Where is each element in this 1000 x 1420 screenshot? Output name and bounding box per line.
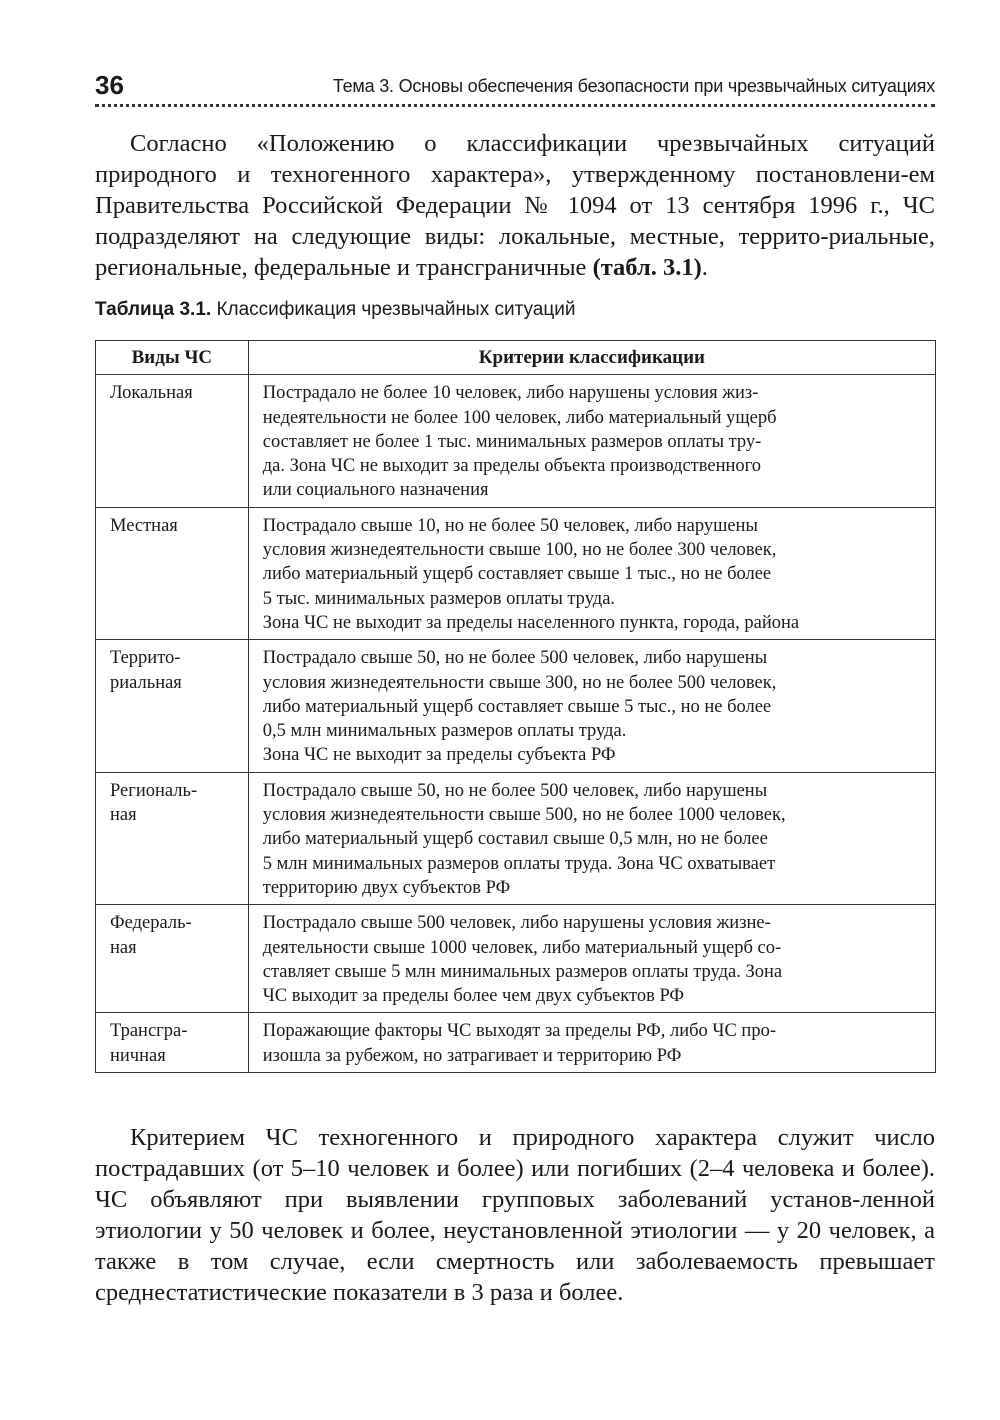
intro-paragraph bbox=[95, 128, 935, 283]
classification-table bbox=[95, 340, 936, 1073]
criteria-line: Пострадало не более 10 человек, либо нарушены условия жиз- bbox=[262, 383, 759, 404]
criteria-paragraph-text: Критерием ЧС техногенного и природного характера служит число пострадавших (от 5–10 человек и более) или погибших (2–4 человека и более). ЧС объявляют при выявлении групповых заболеваний установ-ленной этиологии у 50 человек и более, неустановленной этиологии — у 20 человек, а также в том случае, если смертность или заболеваемость превышает среднестатистические показатели в 3 раза и более. bbox=[95, 1124, 935, 1306]
emergency-type-cell: Местная bbox=[96, 507, 249, 639]
criteria-line: Пострадало свыше 10, но не более 50 человек, либо нарушены bbox=[262, 515, 758, 536]
criteria-line: территорию двух субъектов РФ bbox=[262, 877, 511, 898]
criteria-line: Пострадало свыше 50, но не более 500 человек, либо нарушены bbox=[262, 648, 768, 669]
emergency-type-cell: Трансгра- ничная bbox=[96, 1013, 249, 1073]
table-row bbox=[96, 772, 936, 904]
criteria-line: ставляет свыше 5 млн минимальных размеров оплаты труда. Зона bbox=[262, 961, 783, 982]
criteria-line: Пострадало свыше 500 человек, либо нарушены условия жизне- bbox=[262, 913, 771, 934]
table-row bbox=[96, 640, 936, 772]
criteria-line: 0,5 млн минимальных размеров оплаты труда. bbox=[262, 721, 627, 742]
criteria-line: либо материальный ущерб составляет свыше 5 тыс., но не более bbox=[262, 696, 772, 717]
criteria-line: либо материальный ущерб составил свыше 0,5 млн, но не более bbox=[262, 829, 768, 850]
table-caption-label: Таблица 3.1. bbox=[95, 299, 212, 320]
criteria-line: составляет не более 1 тыс. минимальных размеров оплаты тру- bbox=[262, 431, 762, 452]
criteria-line: да. Зона ЧС не выходит за пределы объекта производственного bbox=[262, 456, 762, 477]
emergency-type-cell: Федераль- ная bbox=[96, 905, 249, 1013]
emergency-type-cell: Террито- риальная bbox=[96, 640, 249, 772]
table-row bbox=[96, 905, 936, 1013]
criteria-line: Пострадало свыше 50, но не более 500 человек, либо нарушены bbox=[262, 780, 768, 801]
table-row bbox=[96, 1013, 936, 1073]
criteria-line: Зона ЧС не выходит за пределы населенного пункта, города, района bbox=[262, 612, 800, 633]
emergency-type-cell: Региональ- ная bbox=[96, 772, 249, 904]
table-caption-title: Классификация чрезвычайных ситуаций bbox=[216, 299, 576, 320]
criteria-paragraph bbox=[95, 1122, 935, 1308]
criteria-line: недеятельности не более 100 человек, либо материальный ущерб bbox=[262, 407, 777, 428]
intro-paragraph-end: . bbox=[701, 254, 708, 281]
criteria-cell bbox=[248, 507, 935, 639]
table-body bbox=[96, 375, 936, 1073]
criteria-line: условия жизнедеятельности свыше 300, но не более 500 человек, bbox=[262, 672, 777, 693]
criteria-cell bbox=[248, 375, 935, 507]
page-number: 36 bbox=[95, 70, 124, 100]
criteria-cell bbox=[248, 772, 935, 904]
criteria-line: или социального назначения bbox=[262, 480, 489, 501]
criteria-cell bbox=[248, 640, 935, 772]
header-divider bbox=[95, 104, 935, 107]
table-header-row bbox=[96, 341, 936, 375]
criteria-cell bbox=[248, 905, 935, 1013]
column-header-type: Виды ЧС bbox=[96, 341, 249, 375]
criteria-line: либо материальный ущерб составляет свыше 1 тыс., но не более bbox=[262, 564, 772, 585]
criteria-cell bbox=[248, 1013, 935, 1073]
intro-paragraph-text: Согласно «Положению о классификации чрезвычайных ситуаций природного и техногенного характера», утвержденному постановлени-ем Правительства Российской Федерации № 1094 от 13 сентября 1996 г., ЧС подразделяют на следующие виды: локальные, местные, террито-риальные, региональные, федеральные и трансграничные bbox=[95, 130, 935, 281]
criteria-line: 5 млн минимальных размеров оплаты труда. Зона ЧС охватывает bbox=[262, 853, 776, 874]
table-row bbox=[96, 507, 936, 639]
criteria-line: Зона ЧС не выходит за пределы субъекта РФ bbox=[262, 745, 616, 766]
criteria-line: деятельности свыше 1000 человек, либо материальный ущерб со- bbox=[262, 937, 782, 958]
criteria-line: Поражающие факторы ЧС выходят за пределы РФ, либо ЧС про- bbox=[262, 1021, 776, 1042]
criteria-line: условия жизнедеятельности свыше 100, но не более 300 человек, bbox=[262, 540, 777, 561]
running-title: Тема 3. Основы обеспечения безопасности при чрезвычайных ситуациях bbox=[332, 76, 935, 96]
table-row bbox=[96, 375, 936, 507]
page-header bbox=[95, 68, 935, 104]
table-caption bbox=[95, 296, 575, 324]
criteria-line: условия жизнедеятельности свыше 500, но не более 1000 человек, bbox=[262, 805, 786, 826]
criteria-line: 5 тыс. минимальных размеров оплаты труда. bbox=[262, 588, 616, 609]
column-header-criteria: Критерии классификации bbox=[248, 341, 935, 375]
criteria-line: изошла за рубежом, но затрагивает и территорию РФ bbox=[262, 1045, 682, 1066]
emergency-type-cell: Локальная bbox=[96, 375, 249, 507]
table-reference: (табл. 3.1) bbox=[592, 254, 702, 281]
criteria-line: ЧС выходит за пределы более чем двух субъектов РФ bbox=[262, 986, 685, 1007]
